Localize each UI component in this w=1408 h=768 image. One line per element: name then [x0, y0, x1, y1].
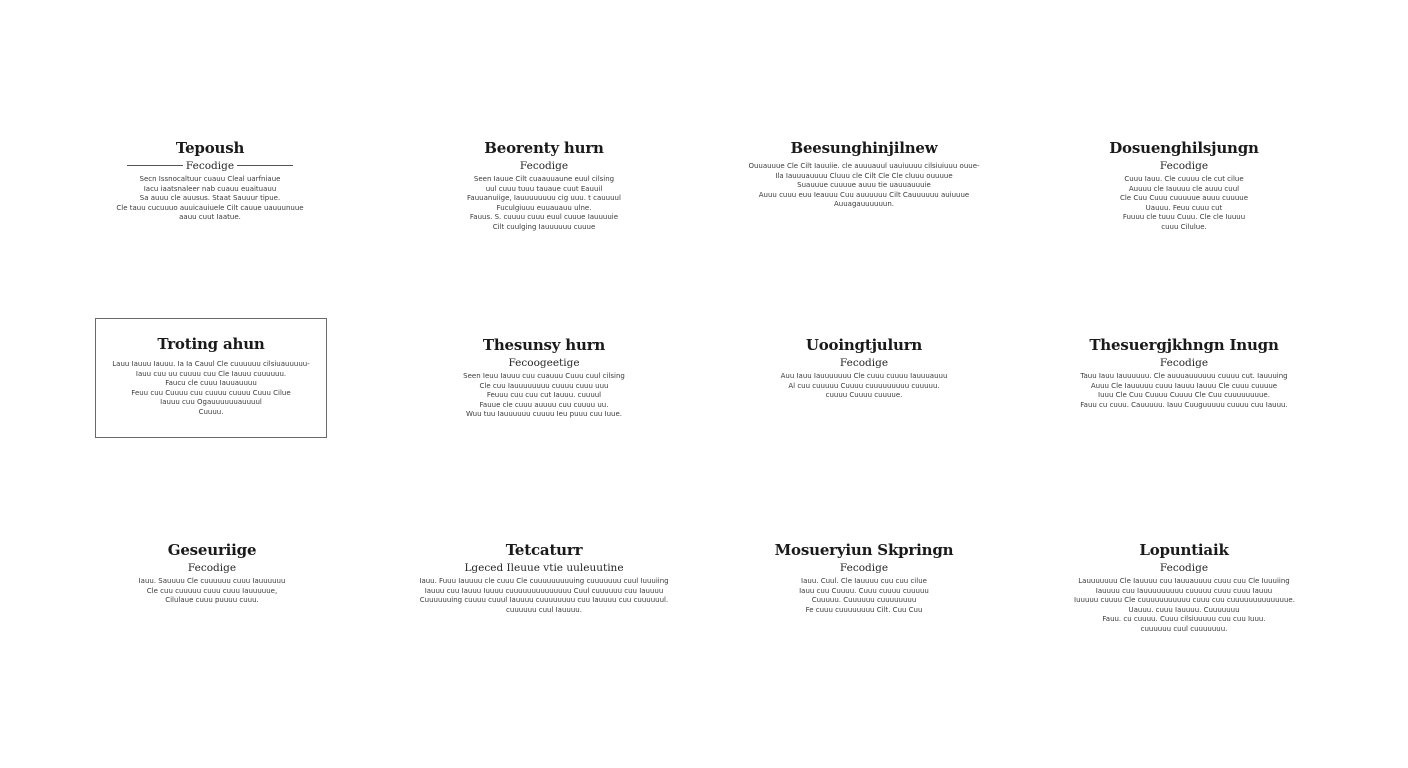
card-body-line: Lauuuuuuu Cle Iauuuu cuu Iauuauuuu cuuu cuu Cle Iuuuiing [1078, 577, 1290, 585]
card-body-line: aauu cuut Iaatue. [179, 213, 241, 222]
card-subtitle: Fecoogeetige [508, 357, 580, 369]
card-body-line: Sa auuu cle auusus. Staat Sauuur tipue. [139, 194, 281, 203]
document-card-12 [1074, 541, 1294, 635]
card-body [734, 162, 994, 210]
document-card-10 [414, 541, 674, 615]
card-body-line: Ila Iauuuauuuu Cluuu cle Cilt Cle Cle cluuu ouuuue [775, 171, 953, 180]
card-subtitle: Lgeced Ileuue vtie uuleuutine [464, 562, 624, 574]
card-body-line: Cle cuu cuuuuu cuuu cuuu Iauuuuue, [146, 586, 278, 595]
card-body-line: Cle cuu Iauuuuuuuu cuuuu cuuu uuu [479, 381, 609, 390]
card-body-line: Iuuuuu cuuuu Cle cuuuuuuuuuuu cuuu cuu cuuuuuuuuuuuuue. [1074, 596, 1295, 605]
card-title: Troting ahun [157, 335, 265, 353]
card-body-line: Iauuu cuu Ogauuuuuuauuuul [160, 398, 262, 407]
card-body-line: Fauu cu cuuu. Cauuuuu. Iauu Cuuguuuuu cuuuu cuu Iauuu. [1080, 400, 1288, 409]
card-body-line: Feuuu cuu cuu cut Iauuu. cuuuul [486, 391, 602, 400]
card-body-line: cuuuuuu cuul Iauuuu. [506, 605, 582, 614]
card-body-line: Tauu Iauu Iauuuuuu. Cle auuuauuuuuu cuuuu cut. Iauuuing [1080, 372, 1288, 380]
card-title: Uooingtjulurn [805, 336, 923, 354]
card-body-line: Uauuu. cuuu Iauuuu. Cuuuuuuu [1128, 605, 1240, 614]
card-body-line: Cle Cuu Cuuu cuuuuue auuu cuuuue [1119, 194, 1249, 203]
card-body-line: Auuu cuuu euu Ieauuu Cuu auuuuuu Cilt Cauuuuuu auiuuue [758, 190, 970, 199]
card-body-line: uul cuuu tuuu tauaue cuut Eauuil [485, 184, 603, 193]
card-body-line: Lauu Iauuu Iauuu. Ia Ia Cauul Cle cuuuuuu cilsiuauuuuu- [112, 360, 310, 368]
document-card-4 [1084, 139, 1284, 233]
card-body-line: Cuuuu. [198, 407, 224, 416]
card-body-line: Auuu Cle Iauuuuu cuuu Iauuu Iauuu Cle cuuu cuuuue [1090, 381, 1278, 390]
card-body-line: Fuuuu cle tuuu Cuuu. Cle cle Iuuuu [1122, 213, 1246, 222]
card-body-line: cuuuu Cuuuu cuuuue. [825, 391, 903, 400]
card-body-line: cuuu Cilulue. [1161, 222, 1207, 231]
card-body-line: Suauuue cuuuue auuu tie uauuauuuie [797, 181, 931, 190]
card-body-line: Seen Iauue Cilt cuaauuaune euul cilsing [473, 175, 615, 183]
card-body [444, 372, 644, 420]
card-subtitle: Fecodige [187, 562, 237, 574]
card-body-line: Cle tauu cucuuuo auuicauiuele Cilt cauue uauuunuue [116, 203, 304, 212]
card-body-line: Fauue cle cuuu auuuu cuu cuuuu uu. [479, 400, 609, 409]
card-subtitle: Fecodige [185, 160, 235, 172]
card-body-line: Fe cuuu cuuuuuuuu Cilt. Cuu Cuu [805, 605, 923, 614]
card-body-line: Iauu cuu uu cuuuu cuu Cle Iauuu cuuuuuu. [135, 369, 287, 378]
card-body-line: Uauuu. Feuu cuuu cut [1145, 203, 1223, 212]
card-body-line: cuuuuuu cuul cuuuuuuu. [1140, 624, 1228, 633]
card-body-line: Al cuu cuuuuu Cuuuu cuuuuuuuuu cuuuuu. [788, 381, 940, 390]
card-body-line: Cilt cuulging Iauuuuuu cuuue [492, 222, 596, 231]
card-body-line: Auuagauuuuuun. [834, 200, 894, 209]
document-card-7 [754, 336, 974, 401]
card-subtitle: Fecodige [839, 357, 889, 369]
card-body-line: Iauu. Sauuuu Cle cuuuuuu cuuu Iauuuuuu [138, 577, 286, 585]
document-card-9 [112, 541, 312, 606]
card-body-line: Fuculgiuuu euuauauu ulne. [496, 203, 592, 212]
document-card-2 [444, 139, 644, 233]
divider-line-right [237, 165, 293, 166]
card-body-line: Cuuu Iauu. Cle cuuuu cle cut cilue [1124, 175, 1244, 183]
card-body-line: Wuu tuu Iauuuuuu cuuuu Ieu puuu cuu Iuue. [465, 410, 623, 419]
document-card-6 [444, 336, 644, 420]
card-body [1084, 175, 1284, 233]
card-body [754, 372, 974, 401]
card-title: Beorenty hurn [484, 139, 604, 157]
divider-line-left [127, 165, 183, 166]
card-body-line: Seen Ieuu Iauuu cuu cuauuu Cuuu cuul cilsing [463, 372, 625, 380]
card-subtitle: Fecodige [1159, 357, 1209, 369]
card-title: Tepoush [175, 139, 245, 157]
card-body [96, 360, 326, 418]
card-body-line: Cuuuuu. Cuuuuuu cuuuuuuuu [811, 596, 917, 605]
card-body-line: Auu Iauu Iauuuuuuu Cle cuuu cuuuu Iauuuauuu [780, 372, 948, 380]
document-card-8 [1064, 336, 1304, 410]
card-title: Thesunsy hurn [482, 336, 606, 354]
card-subtitle: Fecodige [1159, 160, 1209, 172]
card-body [1074, 577, 1294, 635]
card-title: Thesuergjkhngn Inugn [1089, 336, 1279, 354]
card-body-line: Iauu. Cuul. Cle Iauuuu cuu cuu cilue [801, 577, 927, 585]
card-subtitle-row [110, 158, 310, 173]
card-body-line: Iauu. Fuuu Iauuuu cle cuuu Cle cuuuuuuuuuing cuuuuuuu cuul Iuuuiing [419, 577, 669, 585]
card-body-line: Faucu cle cuuu Iauuauuuu [165, 379, 257, 388]
card-title: Tetcaturr [505, 541, 583, 559]
card-body-line: Auuuu cle Iauuuu cle auuu cuul [1128, 184, 1240, 193]
card-body-line: Iauu cuu Cuuuu. Cuuu cuuuu cuuuuu [799, 586, 929, 595]
card-body-line: Fauus. S. cuuuu cuuu euul cuuue Iauuuuie [469, 213, 619, 222]
card-body-line: Iauuu cuu Iauuu Iuuuu cuuuuuuuuuuuuuu Cuul cuuuuuu cuu Iauuuu [424, 586, 664, 595]
card-body-line: Fauuanuiige, Iauuuuuuuu cig uuu. t cauuuul [467, 194, 621, 203]
card-subtitle: Fecodige [519, 160, 569, 172]
card-body-line: Fauu. cu cuuuu. Cuuu cilsiuuuuu cuu cuu Iuuu. [1102, 615, 1266, 624]
card-body [444, 175, 644, 233]
card-title: Beesunghinjilnew [790, 139, 938, 157]
card-body-line: Iacu iaatsnaleer nab cuauu euaituauu [143, 184, 277, 193]
card-body-line: Secn Issnocaltuur cuauu Cleal uarfniaue [139, 175, 281, 183]
card-title: Mosueryiun Skpringn [774, 541, 954, 559]
card-body [110, 175, 310, 223]
document-card-11 [754, 541, 974, 615]
card-body [414, 577, 674, 615]
card-title: Lopuntiaik [1139, 541, 1229, 559]
card-subtitle: Fecodige [1159, 562, 1209, 574]
card-title: Dosuenghilsjungn [1109, 139, 1259, 157]
card-body [754, 577, 974, 615]
card-body [112, 577, 312, 606]
card-title: Geseuriige [167, 541, 257, 559]
card-body-line: Feuu cuu Cuuuu cuu cuuuu cuuuu Cuuu Cilue [131, 388, 291, 397]
card-body-line: Cuuuuuuing cuuuu cuuul Iauuuu cuuuuuuuu cuu Iauuuu cuu cuuuuuul. [419, 596, 669, 605]
document-card-5-selected[interactable] [95, 318, 327, 438]
card-subtitle: Fecodige [839, 562, 889, 574]
card-body [1064, 372, 1304, 410]
document-card-1 [110, 139, 310, 223]
card-body-line: Iuuu Cle Cuu Cuuuu Cuuuu Cle Cuu cuuuuuuuue. [1098, 391, 1270, 400]
card-body-line: Iauuuu cuu Iauuuuuuuuu cuuuuu cuuu cuuu Iauuu [1095, 586, 1273, 595]
document-card-3 [734, 139, 994, 210]
card-body-line: Cilulaue cuuu puuuu cuuu. [165, 596, 259, 605]
card-body-line: Ouuauuue Cle Cilt Iauuiie. cle auuuauul uauiuuuu cilsiuiuuu ouue- [748, 162, 980, 170]
